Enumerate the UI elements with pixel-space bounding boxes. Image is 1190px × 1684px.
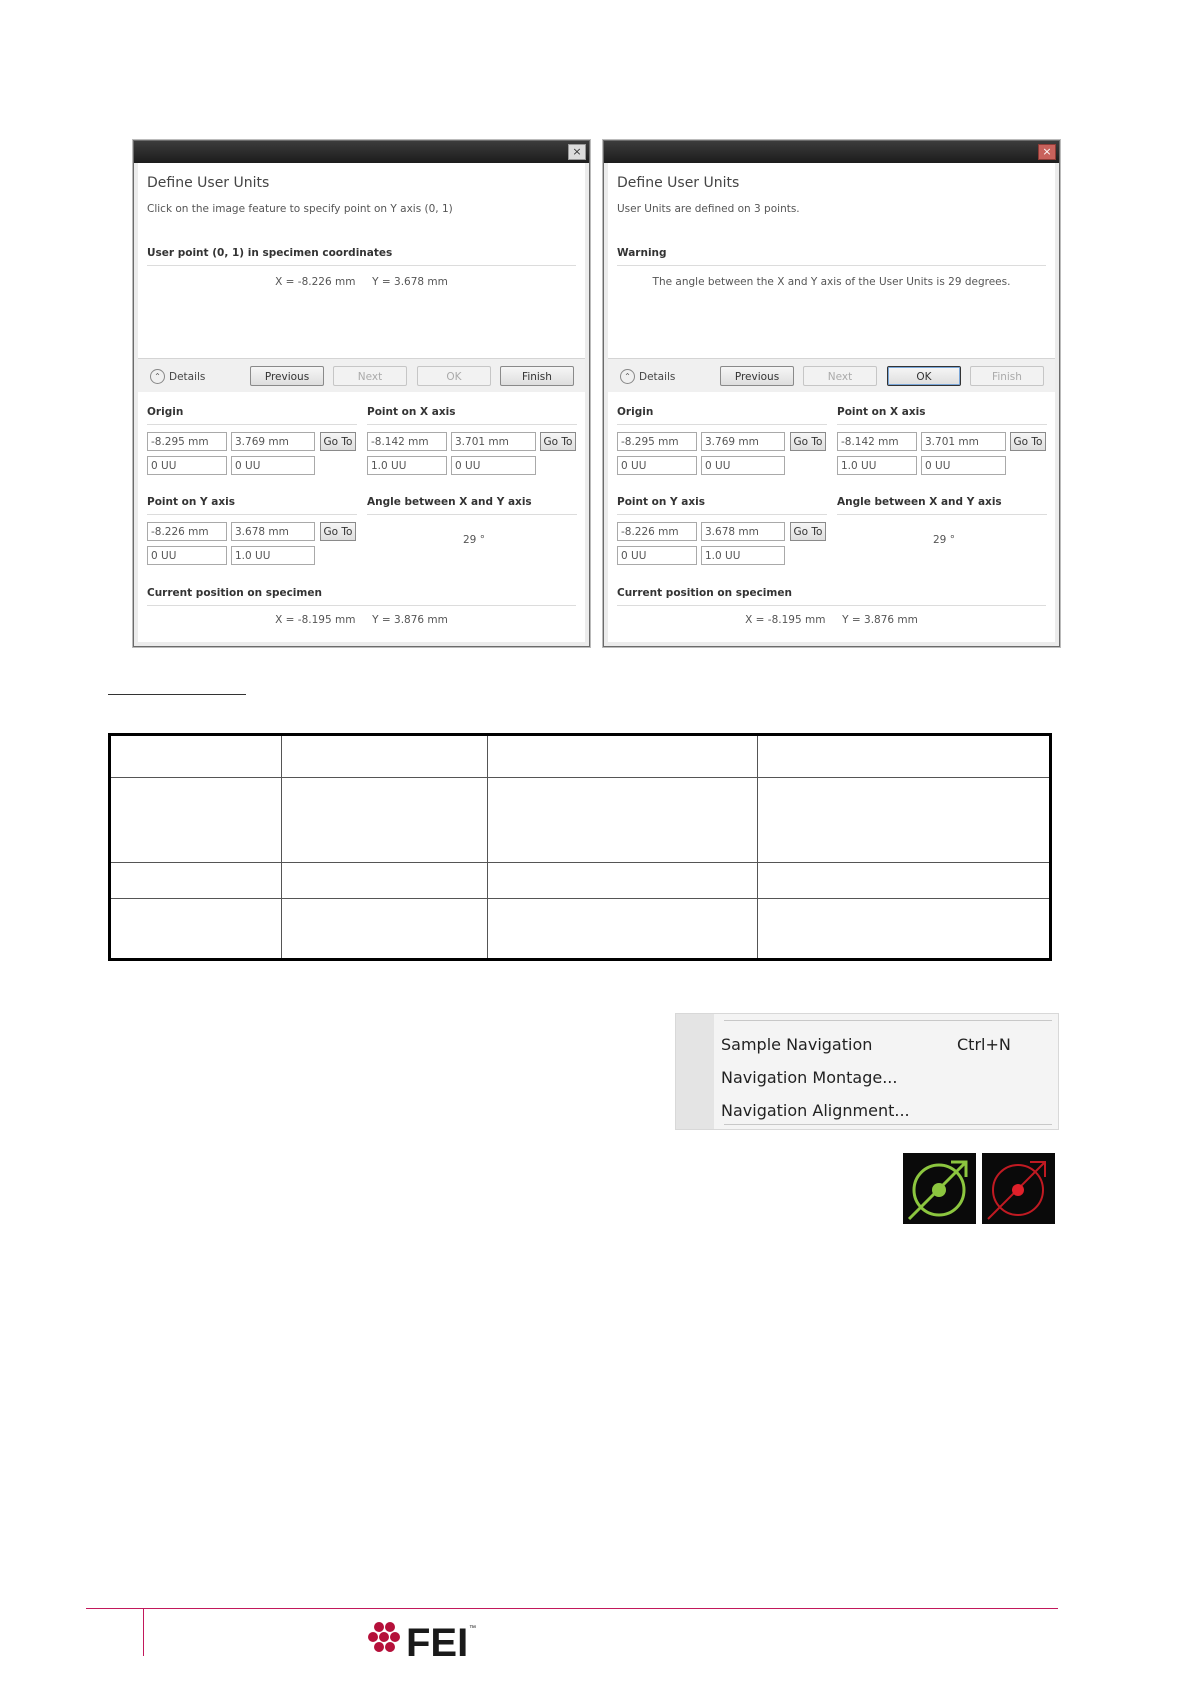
next-button[interactable]: Next <box>803 366 877 386</box>
point-x-x-mm-field[interactable]: -8.142 mm <box>367 432 447 451</box>
ok-button[interactable]: OK <box>887 366 961 386</box>
point-y-divider <box>147 514 357 515</box>
point-x-y-uu-field[interactable]: 0 UU <box>451 456 536 475</box>
point-y-x-uu-field[interactable]: 0 UU <box>617 546 697 565</box>
point-y-x-uu-field[interactable]: 0 UU <box>147 546 227 565</box>
table-cell <box>282 862 488 898</box>
current-position-divider <box>147 605 576 606</box>
details-label: Details <box>639 370 676 383</box>
menu-icon-gutter <box>676 1014 714 1129</box>
dialog-titlebar <box>134 141 589 163</box>
menu-item-navigation-alignment[interactable]: Navigation Alignment... <box>721 1101 910 1120</box>
table-cell <box>488 777 758 862</box>
menu-separator <box>724 1124 1052 1125</box>
table-cell <box>758 735 1051 778</box>
point-y-divider <box>617 514 827 515</box>
finish-button[interactable]: Finish <box>970 366 1044 386</box>
current-position-divider <box>617 605 1046 606</box>
previous-button[interactable]: Previous <box>720 366 794 386</box>
table-cell <box>110 777 282 862</box>
table-cell <box>282 777 488 862</box>
ok-button[interactable]: OK <box>417 366 491 386</box>
table-cell <box>110 899 282 960</box>
menu-separator <box>724 1020 1052 1021</box>
navigation-alignment-off-icon[interactable] <box>982 1153 1055 1224</box>
point-x-y-mm-field[interactable]: 3.701 mm <box>451 432 536 451</box>
point-x-divider <box>367 424 577 425</box>
angle-divider <box>367 514 577 515</box>
menu-item-sample-navigation[interactable]: Sample Navigation <box>721 1035 873 1054</box>
table-cell <box>282 899 488 960</box>
details-label: Details <box>169 370 206 383</box>
next-button[interactable]: Next <box>333 366 407 386</box>
origin-goto-button[interactable]: Go To <box>320 432 356 451</box>
previous-button[interactable]: Previous <box>250 366 324 386</box>
section-divider <box>617 265 1046 266</box>
dialog-instruction: User Units are defined on 3 points. <box>617 203 800 215</box>
dialog-title: Define User Units <box>147 175 270 191</box>
origin-x-mm-field[interactable]: -8.295 mm <box>617 432 697 451</box>
table-cell <box>110 862 282 898</box>
footer-rule <box>86 1608 1058 1609</box>
point-x-x-uu-field[interactable]: 1.0 UU <box>837 456 917 475</box>
footer-vertical-rule <box>143 1608 144 1656</box>
reference-table <box>108 733 1052 961</box>
chevron-up-icon: ⌃ <box>620 369 635 384</box>
point-x-divider <box>837 424 1047 425</box>
current-position-label: Current position on specimen <box>147 587 322 599</box>
angle-label: Angle between X and Y axis <box>837 496 1002 508</box>
point-y-y-uu-field[interactable]: 1.0 UU <box>231 546 315 565</box>
origin-y-mm-field[interactable]: 3.769 mm <box>231 432 315 451</box>
point-y-y-mm-field[interactable]: 3.678 mm <box>701 522 785 541</box>
origin-y-uu-field[interactable]: 0 UU <box>701 456 785 475</box>
point-x-label: Point on X axis <box>367 406 456 418</box>
angle-label: Angle between X and Y axis <box>367 496 532 508</box>
origin-label: Origin <box>147 406 184 418</box>
table-cell <box>282 735 488 778</box>
menu-item-navigation-montage[interactable]: Navigation Montage... <box>721 1068 898 1087</box>
fei-logo <box>365 1618 480 1664</box>
point-x-label: Point on X axis <box>837 406 926 418</box>
origin-x-uu-field[interactable]: 0 UU <box>617 456 697 475</box>
dialog-titlebar <box>604 141 1059 163</box>
point-x-y-mm-field[interactable]: 3.701 mm <box>921 432 1006 451</box>
table-cell <box>758 777 1051 862</box>
dialog-title: Define User Units <box>617 175 740 191</box>
origin-x-mm-field[interactable]: -8.295 mm <box>147 432 227 451</box>
table-cell <box>488 899 758 960</box>
current-position-label: Current position on specimen <box>617 587 792 599</box>
origin-y-mm-field[interactable]: 3.769 mm <box>701 432 785 451</box>
details-toggle[interactable] <box>620 369 675 384</box>
point-x-x-uu-field[interactable]: 1.0 UU <box>367 456 447 475</box>
point-y-x-mm-field[interactable]: -8.226 mm <box>147 522 227 541</box>
dialog-instruction: Click on the image feature to specify point on Y axis (0, 1) <box>147 203 453 215</box>
finish-button[interactable]: Finish <box>500 366 574 386</box>
origin-x-uu-field[interactable]: 0 UU <box>147 456 227 475</box>
menu-shortcut-sample-navigation: Ctrl+N <box>957 1035 1011 1054</box>
origin-label: Origin <box>617 406 654 418</box>
wizard-button-bar <box>138 358 585 393</box>
chevron-up-icon: ⌃ <box>150 369 165 384</box>
point-x-goto-button[interactable]: Go To <box>540 432 576 451</box>
point-y-label: Point on Y axis <box>147 496 235 508</box>
section-heading: User point (0, 1) in specimen coordinates <box>147 247 393 259</box>
details-toggle[interactable] <box>150 369 205 384</box>
table-row <box>110 777 1051 862</box>
origin-divider <box>617 424 827 425</box>
angle-divider <box>837 514 1047 515</box>
table-cell <box>758 899 1051 960</box>
point-x-x-mm-field[interactable]: -8.142 mm <box>837 432 917 451</box>
warning-heading: Warning <box>617 247 667 259</box>
origin-goto-button[interactable]: Go To <box>790 432 826 451</box>
section-divider <box>147 265 576 266</box>
point-x-y-uu-field[interactable]: 0 UU <box>921 456 1006 475</box>
point-y-y-mm-field[interactable]: 3.678 mm <box>231 522 315 541</box>
origin-divider <box>147 424 357 425</box>
angle-value: 29 ° <box>933 534 955 546</box>
point-y-y-uu-field[interactable]: 1.0 UU <box>701 546 785 565</box>
logo-trademark: ™ <box>469 1625 476 1632</box>
point-y-label: Point on Y axis <box>617 496 705 508</box>
close-icon[interactable]: × <box>568 144 586 160</box>
point-y-goto-button[interactable]: Go To <box>320 522 356 541</box>
angle-value: 29 ° <box>463 534 485 546</box>
navigation-menu <box>675 1013 1059 1130</box>
table-cell <box>110 735 282 778</box>
current-position-value: X = -8.195 mm Y = 3.876 mm <box>745 614 918 626</box>
point-y-goto-button[interactable]: Go To <box>790 522 826 541</box>
table-cell <box>488 735 758 778</box>
logo-text: FEI <box>406 1621 469 1664</box>
table-cell <box>488 862 758 898</box>
point-x-goto-button[interactable]: Go To <box>1010 432 1046 451</box>
table-cell <box>758 862 1051 898</box>
heading-underline <box>108 694 246 695</box>
warning-text: The angle between the X and Y axis of the User Units is 29 degrees. <box>652 276 1011 288</box>
point-y-x-mm-field[interactable]: -8.226 mm <box>617 522 697 541</box>
wizard-button-bar <box>608 358 1055 393</box>
table-header-row <box>110 735 1051 778</box>
current-position-value: X = -8.195 mm Y = 3.876 mm <box>275 614 448 626</box>
origin-y-uu-field[interactable]: 0 UU <box>231 456 315 475</box>
close-icon[interactable]: × <box>1038 144 1056 160</box>
table-row <box>110 899 1051 960</box>
define-user-units-dialog-step <box>133 140 590 647</box>
define-user-units-dialog-complete <box>603 140 1060 647</box>
table-row <box>110 862 1051 898</box>
navigation-alignment-icon[interactable] <box>903 1153 976 1224</box>
user-point-coordinates: X = -8.226 mm Y = 3.678 mm <box>275 276 448 288</box>
